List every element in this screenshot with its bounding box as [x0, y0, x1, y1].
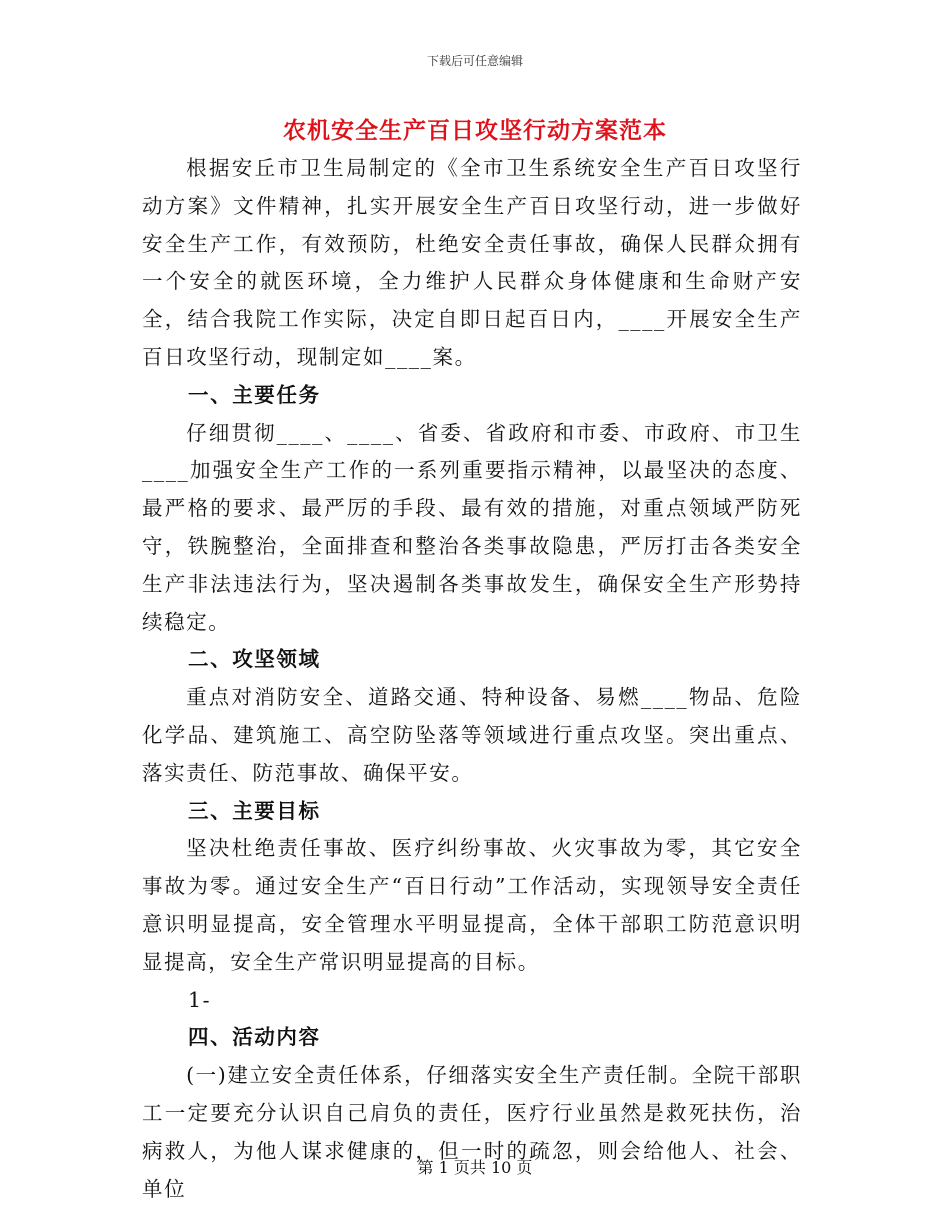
header-note: 下载后可任意编辑: [426, 54, 523, 68]
section-heading-activities: 四、活动内容: [188, 1025, 321, 1050]
document-title: 农机安全生产百日攻坚行动方案范本: [283, 117, 667, 144]
section-paragraph-areas: 重点对消防安全、道路交通、特种设备、易燃____物品、危险化学品、建筑施工、高空防坠落等领域进行重点攻坚。突出重点、落实责任、防范事故、确保平安。: [142, 685, 802, 785]
section-paragraph-goals: 坚决杜绝责任事故、医疗纠纷事故、火灾事故为零，其它安全事故为零。通过安全生产“百日行动”工作活动，实现领导安全责任意识明显提高，安全管理水平明显提高，全体干部职工防范意识明显提高，安全生产常识明显提高的目标。: [142, 836, 802, 974]
page-footer: 第 1 页共 10 页: [417, 1158, 533, 1177]
section-paragraph-tasks: 仔细贯彻____、____、省委、省政府和市委、市政府、市卫生____加强安全生产工作的一系列重要指示精神，以最坚决的态度、最严格的要求、最严厉的手段、最有效的措施，对重点领域严防死守，铁腕整治，全面排查和整治各类事故隐患，严厉打击各类安全生产非法违法行为，坚决遏制各类事故发生，确保安全生产形势持续稳定。: [142, 420, 802, 634]
section-heading-tasks: 一、主要任务: [188, 382, 321, 407]
inline-page-marker: 1-: [188, 987, 212, 1012]
intro-paragraph: 根据安丘市卫生局制定的《全市卫生系统安全生产百日攻坚行动方案》文件精神，扎实开展安全生产百日攻坚行动，进一步做好安全生产工作，有效预防，杜绝安全责任事故，确保人民群众拥有一个安全的就医环境，全力维护人民群众身体健康和生命财产安全，结合我院工作实际，决定自即日起百日内，____开展安全生产百日攻坚行动，现制定如____案。: [142, 156, 802, 369]
section-heading-areas: 二、攻坚领域: [188, 647, 321, 672]
section-heading-goals: 三、主要目标: [188, 798, 321, 823]
document-body: [142, 150, 802, 1208]
section-paragraph-activities: (一)建立安全责任体系，仔细落实安全生产责任制。全院干部职工一定要充分认识自己肩负的责任，医疗行业虽然是救死扶伤，治病救人，为他人谋求健康的，但一时的疏忽，则会给他人、社会、单位: [142, 1063, 802, 1201]
